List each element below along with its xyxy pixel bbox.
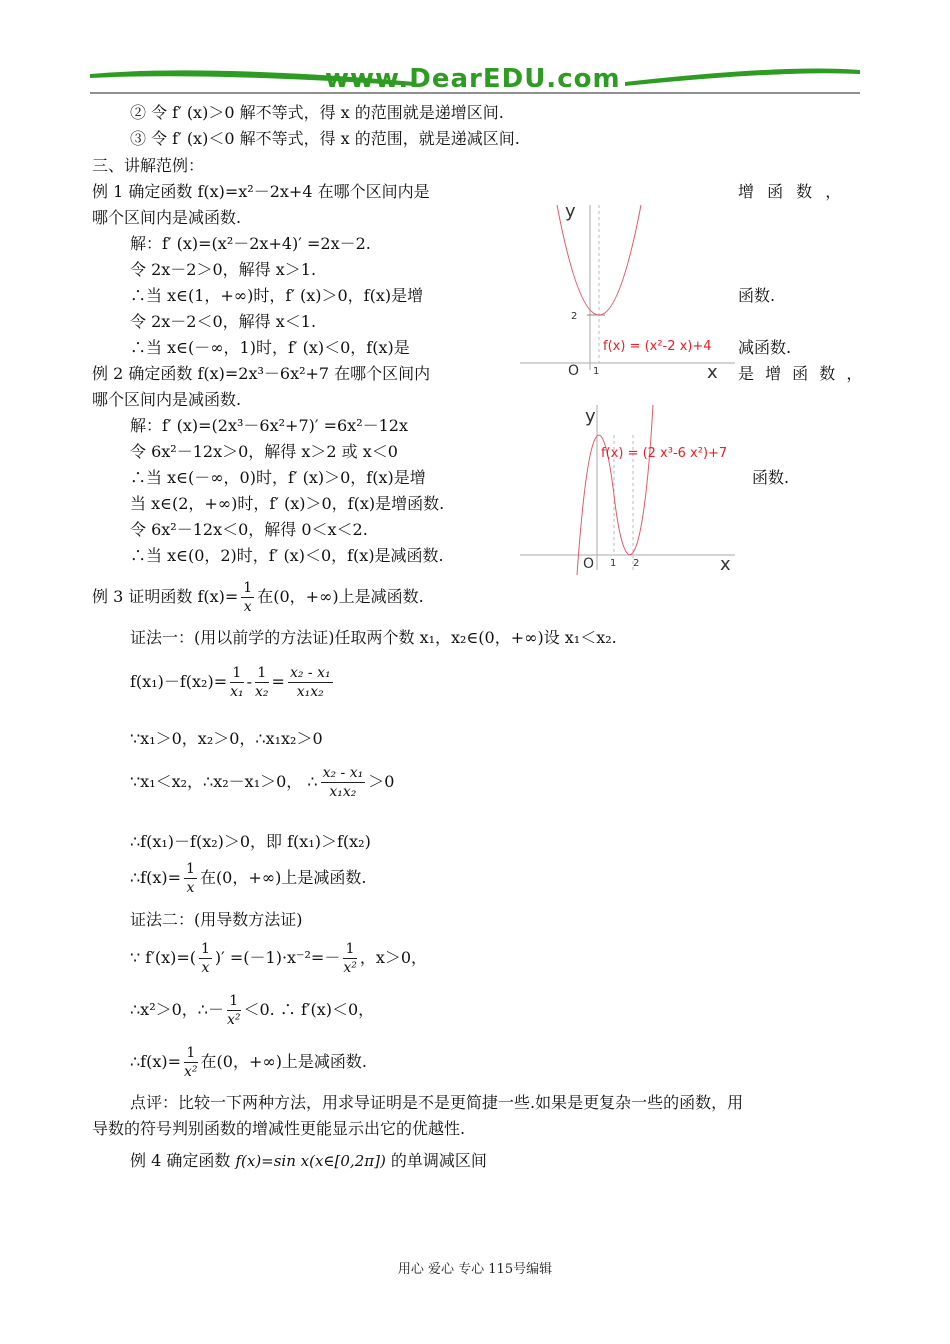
ex3-eq1	[130, 662, 336, 702]
frac-num: 1	[200, 941, 210, 957]
frac-1-over-x2	[255, 664, 269, 701]
intro-step2: ② 令 f′ (x)＞0 解不等式，得 x 的范围就是递增区间.	[130, 103, 504, 122]
graph2-tick-2: 2	[633, 558, 640, 569]
frac-1-over-xsq	[343, 940, 357, 977]
ex1-solution: 解：f′ (x)=(x²－2x+4)′ =2x－2.	[130, 234, 371, 253]
ex3-eq5-post: 在(0，+∞)上是减函数.	[199, 868, 367, 887]
ex3-q-pre: 例 3 证明函数 f(x)=	[92, 587, 239, 606]
intro-step3: ③ 令 f′ (x)＜0 解不等式，得 x 的范围，就是递减区间.	[130, 129, 520, 148]
ex2-line4: 令 6x²－12x＜0，解得 0＜x＜2.	[130, 520, 368, 539]
ex1-question-2: 哪个区间内是减函数.	[92, 208, 242, 227]
graph-cubic	[515, 400, 740, 580]
ex2-solution: 解：f′ (x)=(2x³－6x²+7)′ =6x²－12x	[130, 416, 408, 435]
ex2-line5: ∴当 x∈(0，2)时，f′ (x)＜0，f(x)是减函数.	[130, 546, 444, 565]
frac-diff-over-product	[321, 764, 366, 801]
frac-den: x₁x₂	[296, 684, 324, 700]
ex4-question	[130, 1146, 487, 1176]
ex3-eq7-pre: ∴x²＞0，∴－	[130, 1000, 224, 1019]
frac-num: 1	[184, 1044, 198, 1063]
ex3-eq4: ∴f(x₁)－f(x₂)＞0，即 f(x₁)＞f(x₂)	[130, 832, 371, 851]
ex1-line1: 令 2x－2＞0，解得 x＞1.	[130, 260, 317, 279]
ex3-eq8	[130, 1042, 367, 1082]
equals-sign: =	[271, 672, 285, 691]
ex1-line2: ∴当 x∈(1，+∞)时，f′ (x)＞0，f(x)是增	[130, 286, 424, 305]
ex4-pre: 例 4 确定函数	[130, 1151, 231, 1170]
ex3-eq8-post: 在(0，+∞)上是减函数.	[200, 1052, 368, 1071]
frac-1-over-x1	[230, 664, 244, 701]
ex2-question-right: 是 增 函 数 ，	[738, 364, 866, 383]
graph2-origin: O	[583, 556, 595, 572]
graph2-function-label: f(x) = (2 x³-6 x²)+7	[601, 446, 728, 461]
frac-den: x	[201, 960, 210, 976]
comment-line1: 点评：比较一下两种方法，用求导证明是不是更简捷一些.如果是更复杂一些的函数，用	[130, 1093, 744, 1112]
ex2-question-2: 哪个区间内是减函数.	[92, 390, 242, 409]
ex3-question	[92, 578, 424, 616]
ex3-eq6	[130, 938, 427, 978]
ex2-line3: 当 x∈(2，+∞)时，f′ (x)＞0，f(x)是增函数.	[130, 494, 445, 513]
graph1-x-label: x	[707, 362, 718, 383]
ex3-q-frac	[241, 579, 254, 616]
ex1-question-right: 增 函 数 ，	[738, 182, 846, 201]
ex4-post: 的单调减区间	[390, 1151, 487, 1170]
cubic-curve	[577, 405, 653, 575]
ex3-eq6-post: ，x＞0，	[359, 948, 428, 967]
frac-1-over-x	[184, 860, 197, 897]
ex3-method2: 证法二：(用导数方法证)	[130, 910, 303, 929]
footer: 用心 爱心 专心 115号编辑	[397, 1262, 553, 1277]
ex3-eq1-pre: f(x₁)－f(x₂)=	[130, 672, 228, 691]
ex1-line2-right: 函数.	[738, 286, 776, 305]
ex3-method1: 证法一：(用以前学的方法证)任取两个数 x₁，x₂∈(0，+∞)设 x₁＜x₂.	[130, 628, 617, 647]
graph1-tick-2: 2	[571, 311, 578, 322]
frac-1-over-xsq	[184, 1044, 198, 1081]
frac-den: x	[186, 880, 195, 896]
frac-den: x²	[343, 960, 357, 976]
ex3-q-post: 在(0，+∞)上是减函数.	[257, 587, 424, 606]
frac-num: x₂ - x₁	[289, 665, 331, 681]
graph2-y-label: y	[585, 406, 596, 427]
frac-num: 1	[227, 992, 241, 1011]
ex3-eq5-pre: ∴f(x)=	[130, 868, 182, 887]
frac-num: 1	[255, 664, 269, 683]
ex4-formula: f(x)=sin x(x∈[0,2π])	[235, 1152, 386, 1170]
graph-parabola	[515, 195, 740, 385]
frac-num: 1	[186, 861, 195, 877]
ex1-line3: 令 2x－2＜0，解得 x＜1.	[130, 312, 317, 331]
frac-num: 1	[243, 580, 253, 596]
frac-1-over-xsq	[227, 992, 241, 1029]
ex3-eq2: ∵x₁＞0，x₂＞0，∴x₁x₂＞0	[130, 729, 323, 748]
ex2-question: 例 2 确定函数 f(x)=2x³－6x²+7 在哪个区间内	[92, 364, 431, 383]
frac-1-over-x	[199, 940, 212, 977]
ex3-eq7-mid: ＜0. ∴ f′(x)＜0，	[243, 1000, 375, 1019]
frac-den: x²	[226, 1012, 241, 1028]
ex1-line4-right: 减函数.	[738, 338, 792, 357]
frac-den: x₂	[255, 684, 269, 700]
graph1-origin: O	[568, 363, 580, 379]
frac-den: x₁x₂	[329, 784, 357, 800]
ex3-eq3-pre: ∵x₁＜x₂，∴x₂－x₁＞0， ∴	[130, 772, 318, 791]
graph1-function-label: f(x) = (x²-2 x)+4	[603, 339, 712, 354]
ex2-line1: 令 6x²－12x＞0，解得 x＞2 或 x＜0	[130, 442, 398, 461]
graph2-tick-1: 1	[610, 558, 617, 569]
ex1-question: 例 1 确定函数 f(x)=x²－2x+4 在哪个区间内是	[92, 182, 430, 201]
comment-line2: 导数的符号判别函数的增减性更能显示出它的优越性.	[92, 1119, 466, 1138]
ex3-eq6-mid: )′ =(－1)·x⁻²=－	[214, 948, 341, 967]
frac-num: 1	[343, 940, 357, 959]
ex1-line4: ∴当 x∈(－∞，1)时，f′ (x)＜0，f(x)是	[130, 338, 410, 357]
frac-diff-over-product	[288, 664, 333, 701]
graph1-tick-1: 1	[593, 366, 600, 377]
ex3-eq5	[130, 858, 366, 898]
frac-num: 1	[230, 664, 244, 683]
section-title: 三、讲解范例：	[92, 156, 205, 175]
frac-den: x	[243, 599, 252, 615]
site-logo: www.DearEDU.com	[325, 64, 621, 94]
graph2-x-label: x	[720, 554, 731, 575]
ex3-eq6-pre: ∵ f′(x)=(	[130, 948, 196, 967]
ex2-line2: ∴当 x∈(－∞，0)时，f′ (x)＞0，f(x)是增	[130, 468, 426, 487]
graph1-y-label: y	[565, 201, 576, 222]
ex3-eq3	[130, 762, 394, 802]
ex3-eq8-pre: ∴f(x)=	[130, 1052, 182, 1071]
frac-num: x₂ - x₁	[322, 765, 364, 781]
ex3-eq7	[130, 990, 374, 1030]
minus-sign: -	[246, 672, 253, 691]
frac-den: x₁	[230, 684, 244, 700]
ex2-line2-right: 函数.	[752, 468, 790, 487]
frac-den: x²	[184, 1064, 198, 1080]
ex3-eq3-post: ＞0	[368, 772, 395, 791]
